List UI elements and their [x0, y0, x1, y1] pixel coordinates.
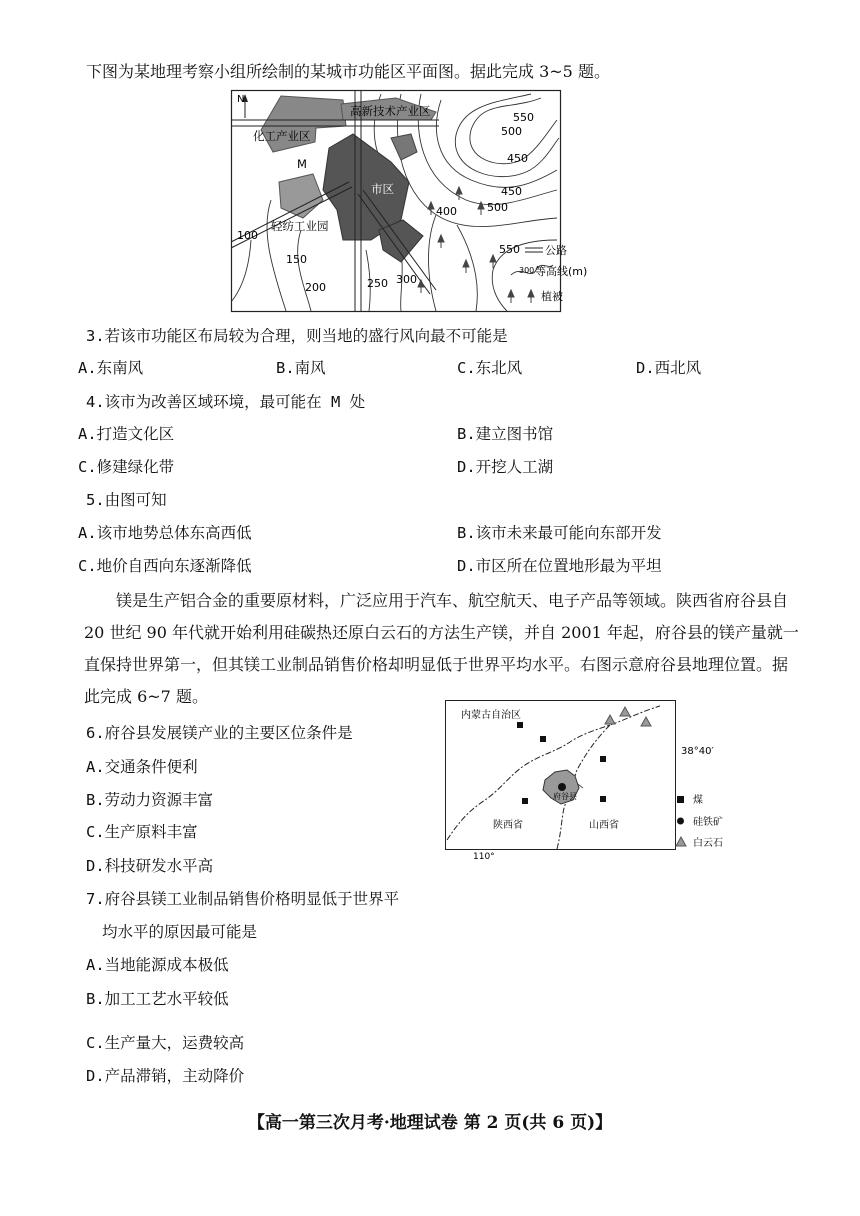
- q6-option-d: D.科技研发水平高: [86, 857, 214, 875]
- contour-label: 500: [487, 201, 508, 214]
- contour-label: 450: [507, 152, 528, 165]
- legend-dolomite: 白云石: [693, 838, 723, 849]
- q5-option-c: C.地价自西向东逐渐降低: [78, 557, 252, 575]
- label-shaanxi: 陕西省: [493, 820, 523, 831]
- q4-option-c: C.修建绿化带: [78, 458, 175, 476]
- contour-label: 500: [501, 125, 522, 138]
- label-latitude: 38°40′: [681, 746, 714, 757]
- q7-option-d: D.产品滞销，主动降价: [86, 1067, 245, 1085]
- ferrosilicon-marker: [558, 783, 566, 791]
- q5-option-a: A.该市地势总体东高西低: [78, 524, 252, 542]
- q6-option-a: A.交通条件便利: [86, 758, 198, 776]
- contour-label: 550: [513, 111, 534, 124]
- legend-contour-value: 300: [519, 266, 535, 275]
- fugu-location-map: [445, 700, 755, 860]
- q5-stem: 5.由图可知: [86, 491, 167, 509]
- q5-option-b: B.该市未来最可能向东部开发: [457, 524, 662, 542]
- label-textile: 轻纺工业园: [271, 219, 329, 233]
- q6-option-c: C.生产原料丰富: [86, 823, 198, 841]
- label-fugu: 府谷县: [553, 792, 577, 801]
- contour-label: 300: [396, 273, 417, 286]
- map2-legend: [676, 793, 723, 849]
- contour-label: 450: [501, 185, 522, 198]
- city-zone-map: [231, 90, 588, 312]
- legend-road: 公路: [545, 244, 567, 257]
- label-city: 市区: [371, 182, 394, 196]
- label-chemical: 化工产业区: [253, 129, 311, 143]
- intro-6-7: 镁是生产铝合金的重要原材料，广泛应用于汽车、航空航天、电子产品等领域。陕西省府谷县自 20 世纪 90 年代就开始利用硅碳热还原白云石的方法生产镁，并自 2001 年起，府谷县的镁产量就一直保持世界第一，但其镁工业制品销售价格却明显低于世界平均水平。右图示意府谷县地理位置。据此完成 6~7 题。: [84, 591, 799, 706]
- q3-option-b: B.南风: [276, 359, 326, 377]
- q7-stem-line1: 7.府谷县镁工业制品销售价格明显低于世界平: [86, 890, 400, 908]
- label-longitude: 110°: [473, 852, 495, 862]
- q7-stem-line2: 均水平的原因最可能是: [102, 923, 258, 941]
- contour-label: 150: [286, 253, 307, 266]
- contour-label: 100: [237, 229, 258, 242]
- legend-coal: 煤: [693, 795, 703, 806]
- legend-vegetation: 植被: [541, 290, 563, 303]
- intro-3-5: 下图为某地理考察小组所绘制的某城市功能区平面图。据此完成 3~5 题。: [86, 62, 610, 81]
- q4-option-a: A.打造文化区: [78, 425, 175, 443]
- q7-option-a: A.当地能源成本极低: [86, 956, 229, 974]
- q4-stem: 4.该市为改善区域环境，最可能在 M 处: [86, 393, 366, 411]
- q3-option-c: C.东北风: [457, 359, 523, 377]
- label-shanxi: 山西省: [589, 820, 619, 831]
- legend-contour: 等高线(m): [535, 265, 588, 278]
- contour-label: 400: [436, 205, 457, 218]
- contour-label: 550: [499, 243, 520, 256]
- q7-option-b: B.加工工艺水平较低: [86, 990, 229, 1008]
- q5-option-d: D.市区所在位置地形最为平坦: [457, 557, 662, 575]
- q4-option-b: B.建立图书馆: [457, 425, 554, 443]
- q4-option-d: D.开挖人工湖: [457, 458, 554, 476]
- label-hightech: 高新技术产业区: [350, 104, 431, 118]
- label-m: M: [297, 157, 307, 171]
- legend-ferrosilicon: 硅铁矿: [693, 817, 723, 828]
- q6-stem: 6.府谷县发展镁产业的主要区位条件是: [86, 724, 353, 742]
- q3-stem: 3.若该市功能区布局较为合理，则当地的盛行风向最不可能是: [86, 327, 508, 345]
- contour-label: 250: [367, 277, 388, 290]
- north-label: N: [237, 94, 245, 105]
- q3-option-a: A.东南风: [78, 359, 144, 377]
- label-inner-mongolia: 内蒙古自治区: [461, 710, 521, 721]
- contour-label: 200: [305, 281, 326, 294]
- q7-option-c: C.生产量大，运费较高: [86, 1034, 245, 1052]
- q3-option-d: D.西北风: [636, 359, 702, 377]
- q6-option-b: B.劳动力资源丰富: [86, 791, 214, 809]
- page-footer: 【高一第三次月考·地理试卷 第 2 页(共 6 页)】: [247, 1113, 613, 1133]
